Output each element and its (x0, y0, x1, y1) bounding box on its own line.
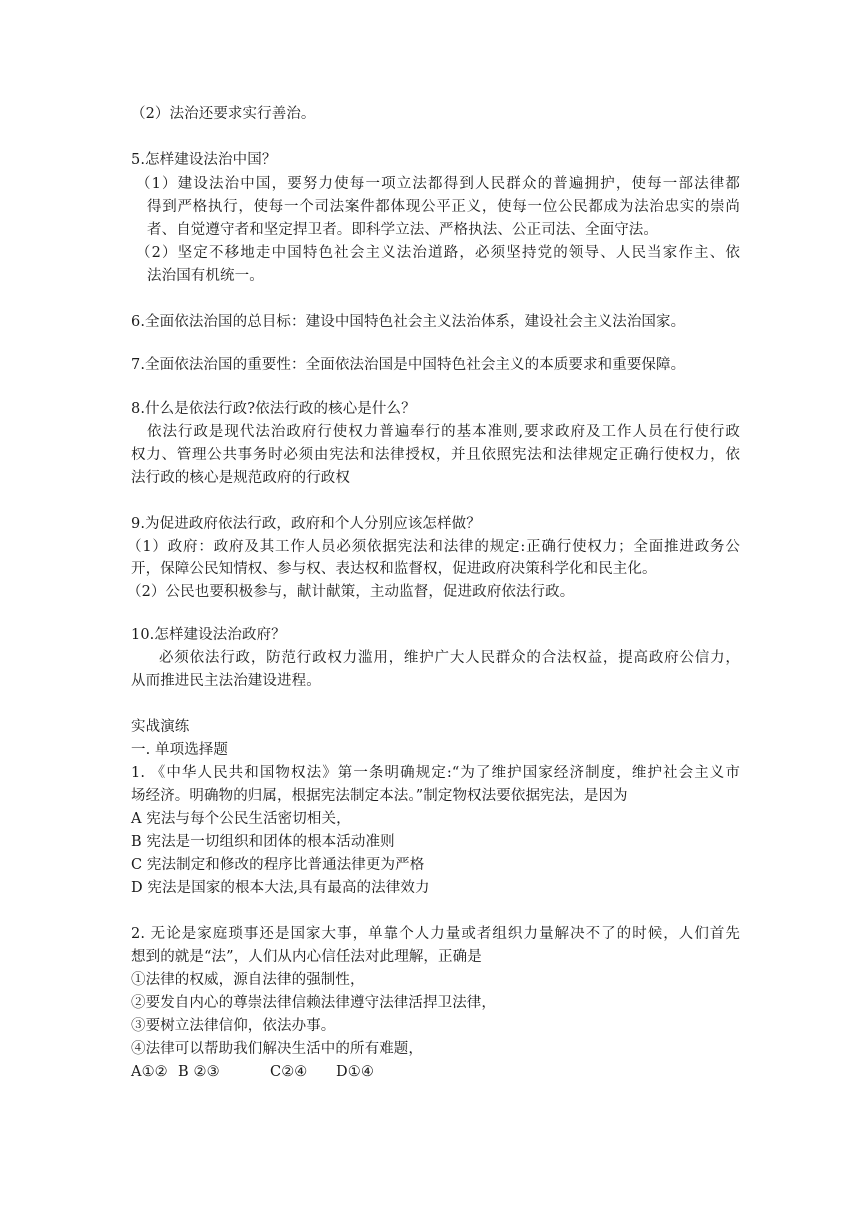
q1-line1: 1. 《中华人民共和国物权法》第一条明确规定:“为了维护国家经济制度，维护社会主义市 (131, 765, 740, 781)
q8-line3: 法行政的核心是规范政府的行政权 (131, 470, 350, 486)
q2-option-b: B ②③ (178, 1064, 220, 1080)
q2-option-c: C②④ (270, 1064, 308, 1080)
q1-option-a: A 宪法与每个公民生活密切相关， (131, 811, 351, 827)
q7-text: 7.全面依法治国的重要性：全面依法治国是中国特色社会主义的本质要求和重要保障。 (131, 357, 686, 373)
q5-p2-line1: （2）坚定不移地走中国特色社会主义法治道路，必须坚持党的领导、人民当家作主、依 (136, 245, 740, 261)
q9-title: 9.为促进政府依法行政，政府和个人分别应该怎样做？ (131, 516, 481, 532)
q10-line2: 从而推进民主法治建设进程。 (131, 673, 321, 689)
q2-line2: 想到的就是“法”，人们从内心信任法对此理解，正确是 (131, 949, 482, 965)
q2-item-1: ①法律的权威，源自法律的强制性， (131, 972, 365, 988)
q6-text: 6.全面依法治国的总目标：建设中国特色社会主义法治体系，建设社会主义法治国家。 (131, 314, 686, 330)
q2-option-d: D①④ (336, 1064, 374, 1080)
prev-point-2: （2）法治还要求实行善治。 (131, 106, 316, 122)
q8-line2: 权力、管理公共事务时必须由宪法和法律授权，并且依照宪法和法律规定正确行使权力，依 (131, 447, 740, 463)
q9-p1-line1: （1）政府：政府及其工作人员必须依据宪法和法律的规定:正确行使权力；全面推进政务公 (127, 539, 740, 555)
q2-line1: 2. 无论是家庭琐事还是国家大事，单靠个人力量或者组织力量解决不了的时候，人们首先 (131, 926, 740, 942)
q9-p1-line2: 开，保障公民知情权、参与权、表达权和监督权，促进政府决策科学化和民主化。 (131, 561, 657, 577)
q2-item-2: ②要发自内心的尊崇法律信赖法律遵守法律活捍卫法律， (131, 995, 496, 1011)
q5-p1-line2: 得到严格执行，使每一个司法案件都体现公平正义，使每一位公民都成为法治忠实的崇尚 (147, 199, 740, 215)
q1-option-d: D 宪法是国家的根本大法,具有最高的法律效力 (131, 880, 430, 896)
practice-section: 一. 单项选择题 (131, 742, 229, 758)
q10-line1: 必须依法行政，防范行政权力滥用，维护广大人民群众的合法权益，提高政府公信力， (159, 650, 740, 666)
q1-line2: 场经济。明确物的归属，根据宪法制定本法。”制定物权法要依据宪法，是因为 (131, 788, 628, 804)
q1-option-c: C 宪法制定和修改的程序比普通法律更为严格 (131, 857, 425, 873)
q2-item-3: ③要树立法律信仰，依法办事。 (131, 1018, 336, 1034)
q5-title: 5.怎样建设法治中国？ (131, 152, 277, 168)
practice-heading: 实战演练 (131, 719, 190, 735)
q9-p2: （2）公民也要积极参与，献计献策，主动监督，促进政府依法行政。 (127, 584, 575, 600)
q10-title: 10.怎样建设法治政府？ (131, 627, 286, 643)
q5-p1-line1: （1）建设法治中国，要努力使每一项立法都得到人民群众的普遍拥护，使每一部法律都 (136, 176, 740, 192)
q2-option-a: A①② (131, 1064, 168, 1080)
q1-option-b: B 宪法是一切组织和团体的根本活动准则 (131, 834, 395, 850)
q5-p2-line2: 法治国有机统一。 (147, 268, 264, 284)
q8-line1: 依法行政是现代法治政府行使权力普遍奉行的基本准则,要求政府及工作人员在行使行政 (147, 424, 740, 440)
q5-p1-line3: 者、自觉遵守者和坚定捍卫者。即科学立法、严格执法、公正司法、全面守法。 (147, 222, 658, 238)
q2-item-4: ④法律可以帮助我们解决生活中的所有难题， (131, 1041, 423, 1057)
q8-title: 8.什么是依法行政?依法行政的核心是什么？ (131, 401, 416, 417)
